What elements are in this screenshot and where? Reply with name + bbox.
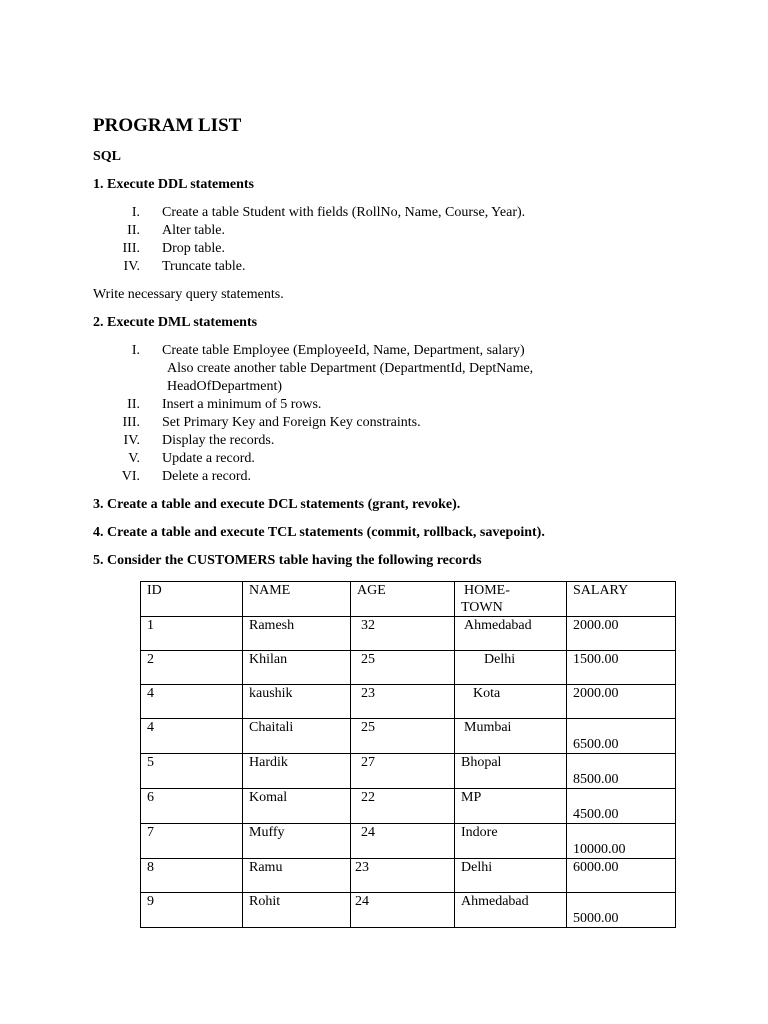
list-item: Delete a record.	[162, 469, 251, 484]
cell-age: 24	[351, 893, 455, 928]
list-number: I.	[131, 343, 140, 358]
cell-name: Komal	[243, 789, 351, 824]
cell-age: 32	[351, 617, 455, 651]
cell-name: Muffy	[243, 824, 351, 859]
section-subtitle: SQL	[93, 149, 122, 164]
list-item: Insert a minimum of 5 rows.	[162, 397, 322, 412]
list-number: I.	[131, 205, 140, 220]
cell-salary	[567, 824, 676, 859]
cell-salary: 1500.00	[567, 651, 676, 685]
cell-salary	[567, 893, 676, 928]
cell-name: Chaitali	[243, 719, 351, 754]
cell-id: 4	[141, 719, 243, 754]
table-row	[141, 651, 676, 685]
cell-name: Ramu	[243, 859, 351, 893]
list-number: II.	[127, 223, 140, 238]
cell-id: 7	[141, 824, 243, 859]
list-item-continuation: Also create another table Department (DepartmentId, DeptName,	[167, 361, 534, 376]
cell-name: Hardik	[243, 754, 351, 789]
q4-heading: 4. Create a table and execute TCL statements (commit, rollback, savepoint).	[93, 525, 545, 540]
header-cell-age: AGE	[351, 582, 455, 617]
cell-hometown: Bhopal	[455, 754, 567, 789]
list-item: Update a record.	[162, 451, 255, 466]
list-item: Create a table Student with fields (RollNo, Name, Course, Year).	[162, 205, 526, 220]
customers-table	[140, 581, 676, 928]
list-number: V.	[128, 451, 140, 466]
cell-hometown: Indore	[455, 824, 567, 859]
cell-age: 23	[351, 685, 455, 719]
header-hometown-line1: HOME-	[464, 583, 510, 598]
cell-name: Rohit	[243, 893, 351, 928]
list-number: IV.	[123, 259, 140, 274]
table-row	[141, 789, 676, 824]
salary-value: 5000.00	[573, 911, 619, 926]
table-row	[141, 893, 676, 928]
list-item: Set Primary Key and Foreign Key constraints.	[162, 415, 421, 430]
cell-id: 6	[141, 789, 243, 824]
cell-id: 8	[141, 859, 243, 893]
cell-salary	[567, 719, 676, 754]
table-row	[141, 685, 676, 719]
cell-salary: 2000.00	[567, 617, 676, 651]
list-item-continuation: HeadOfDepartment)	[167, 379, 283, 394]
cell-hometown: Mumbai	[455, 719, 567, 754]
list-item: Create table Employee (EmployeeId, Name, Department, salary)	[162, 343, 525, 358]
cell-name: Ramesh	[243, 617, 351, 651]
table-row	[141, 859, 676, 893]
q1-heading: 1. Execute DDL statements	[93, 177, 254, 192]
cell-id: 5	[141, 754, 243, 789]
table-row	[141, 754, 676, 789]
cell-id: 4	[141, 685, 243, 719]
cell-age: 25	[351, 651, 455, 685]
cell-hometown: Ahmedabad	[455, 617, 567, 651]
cell-name: kaushik	[243, 685, 351, 719]
cell-age: 25	[351, 719, 455, 754]
list-item: Truncate table.	[162, 259, 246, 274]
cell-salary	[567, 789, 676, 824]
cell-salary	[567, 754, 676, 789]
cell-hometown: Delhi	[455, 651, 567, 685]
list-number: III.	[122, 415, 140, 430]
salary-value: 6500.00	[573, 737, 619, 752]
cell-age: 22	[351, 789, 455, 824]
table-row	[141, 719, 676, 754]
header-cell-id: ID	[141, 582, 243, 617]
table-row	[141, 617, 676, 651]
salary-value: 10000.00	[573, 842, 626, 857]
header-cell-hometown	[455, 582, 567, 617]
cell-id: 1	[141, 617, 243, 651]
list-number: IV.	[123, 433, 140, 448]
list-item: Alter table.	[162, 223, 225, 238]
cell-hometown: MP	[455, 789, 567, 824]
q3-heading: 3. Create a table and execute DCL statements (grant, revoke).	[93, 497, 461, 512]
list-number: VI.	[121, 469, 140, 484]
list-number: II.	[127, 397, 140, 412]
cell-hometown: Delhi	[455, 859, 567, 893]
header-cell-salary: SALARY	[567, 582, 676, 617]
table-row	[141, 824, 676, 859]
q1-note: Write necessary query statements.	[93, 287, 284, 302]
list-number: III.	[122, 241, 140, 256]
cell-id: 9	[141, 893, 243, 928]
salary-value: 4500.00	[573, 807, 619, 822]
q2-heading: 2. Execute DML statements	[93, 315, 258, 330]
cell-name: Khilan	[243, 651, 351, 685]
q5-heading: 5. Consider the CUSTOMERS table having the following records	[93, 553, 482, 568]
cell-age: 23	[351, 859, 455, 893]
cell-salary: 6000.00	[567, 859, 676, 893]
cell-hometown: Kota	[455, 685, 567, 719]
salary-value: 8500.00	[573, 772, 619, 787]
cell-hometown: Ahmedabad	[455, 893, 567, 928]
page-title: PROGRAM LIST	[93, 115, 242, 136]
header-hometown-line2: TOWN	[461, 600, 503, 615]
header-cell-name: NAME	[243, 582, 351, 617]
list-item: Display the records.	[162, 433, 275, 448]
table-header-row	[141, 582, 676, 617]
cell-age: 27	[351, 754, 455, 789]
cell-id: 2	[141, 651, 243, 685]
cell-age: 24	[351, 824, 455, 859]
list-item: Drop table.	[162, 241, 225, 256]
cell-salary: 2000.00	[567, 685, 676, 719]
